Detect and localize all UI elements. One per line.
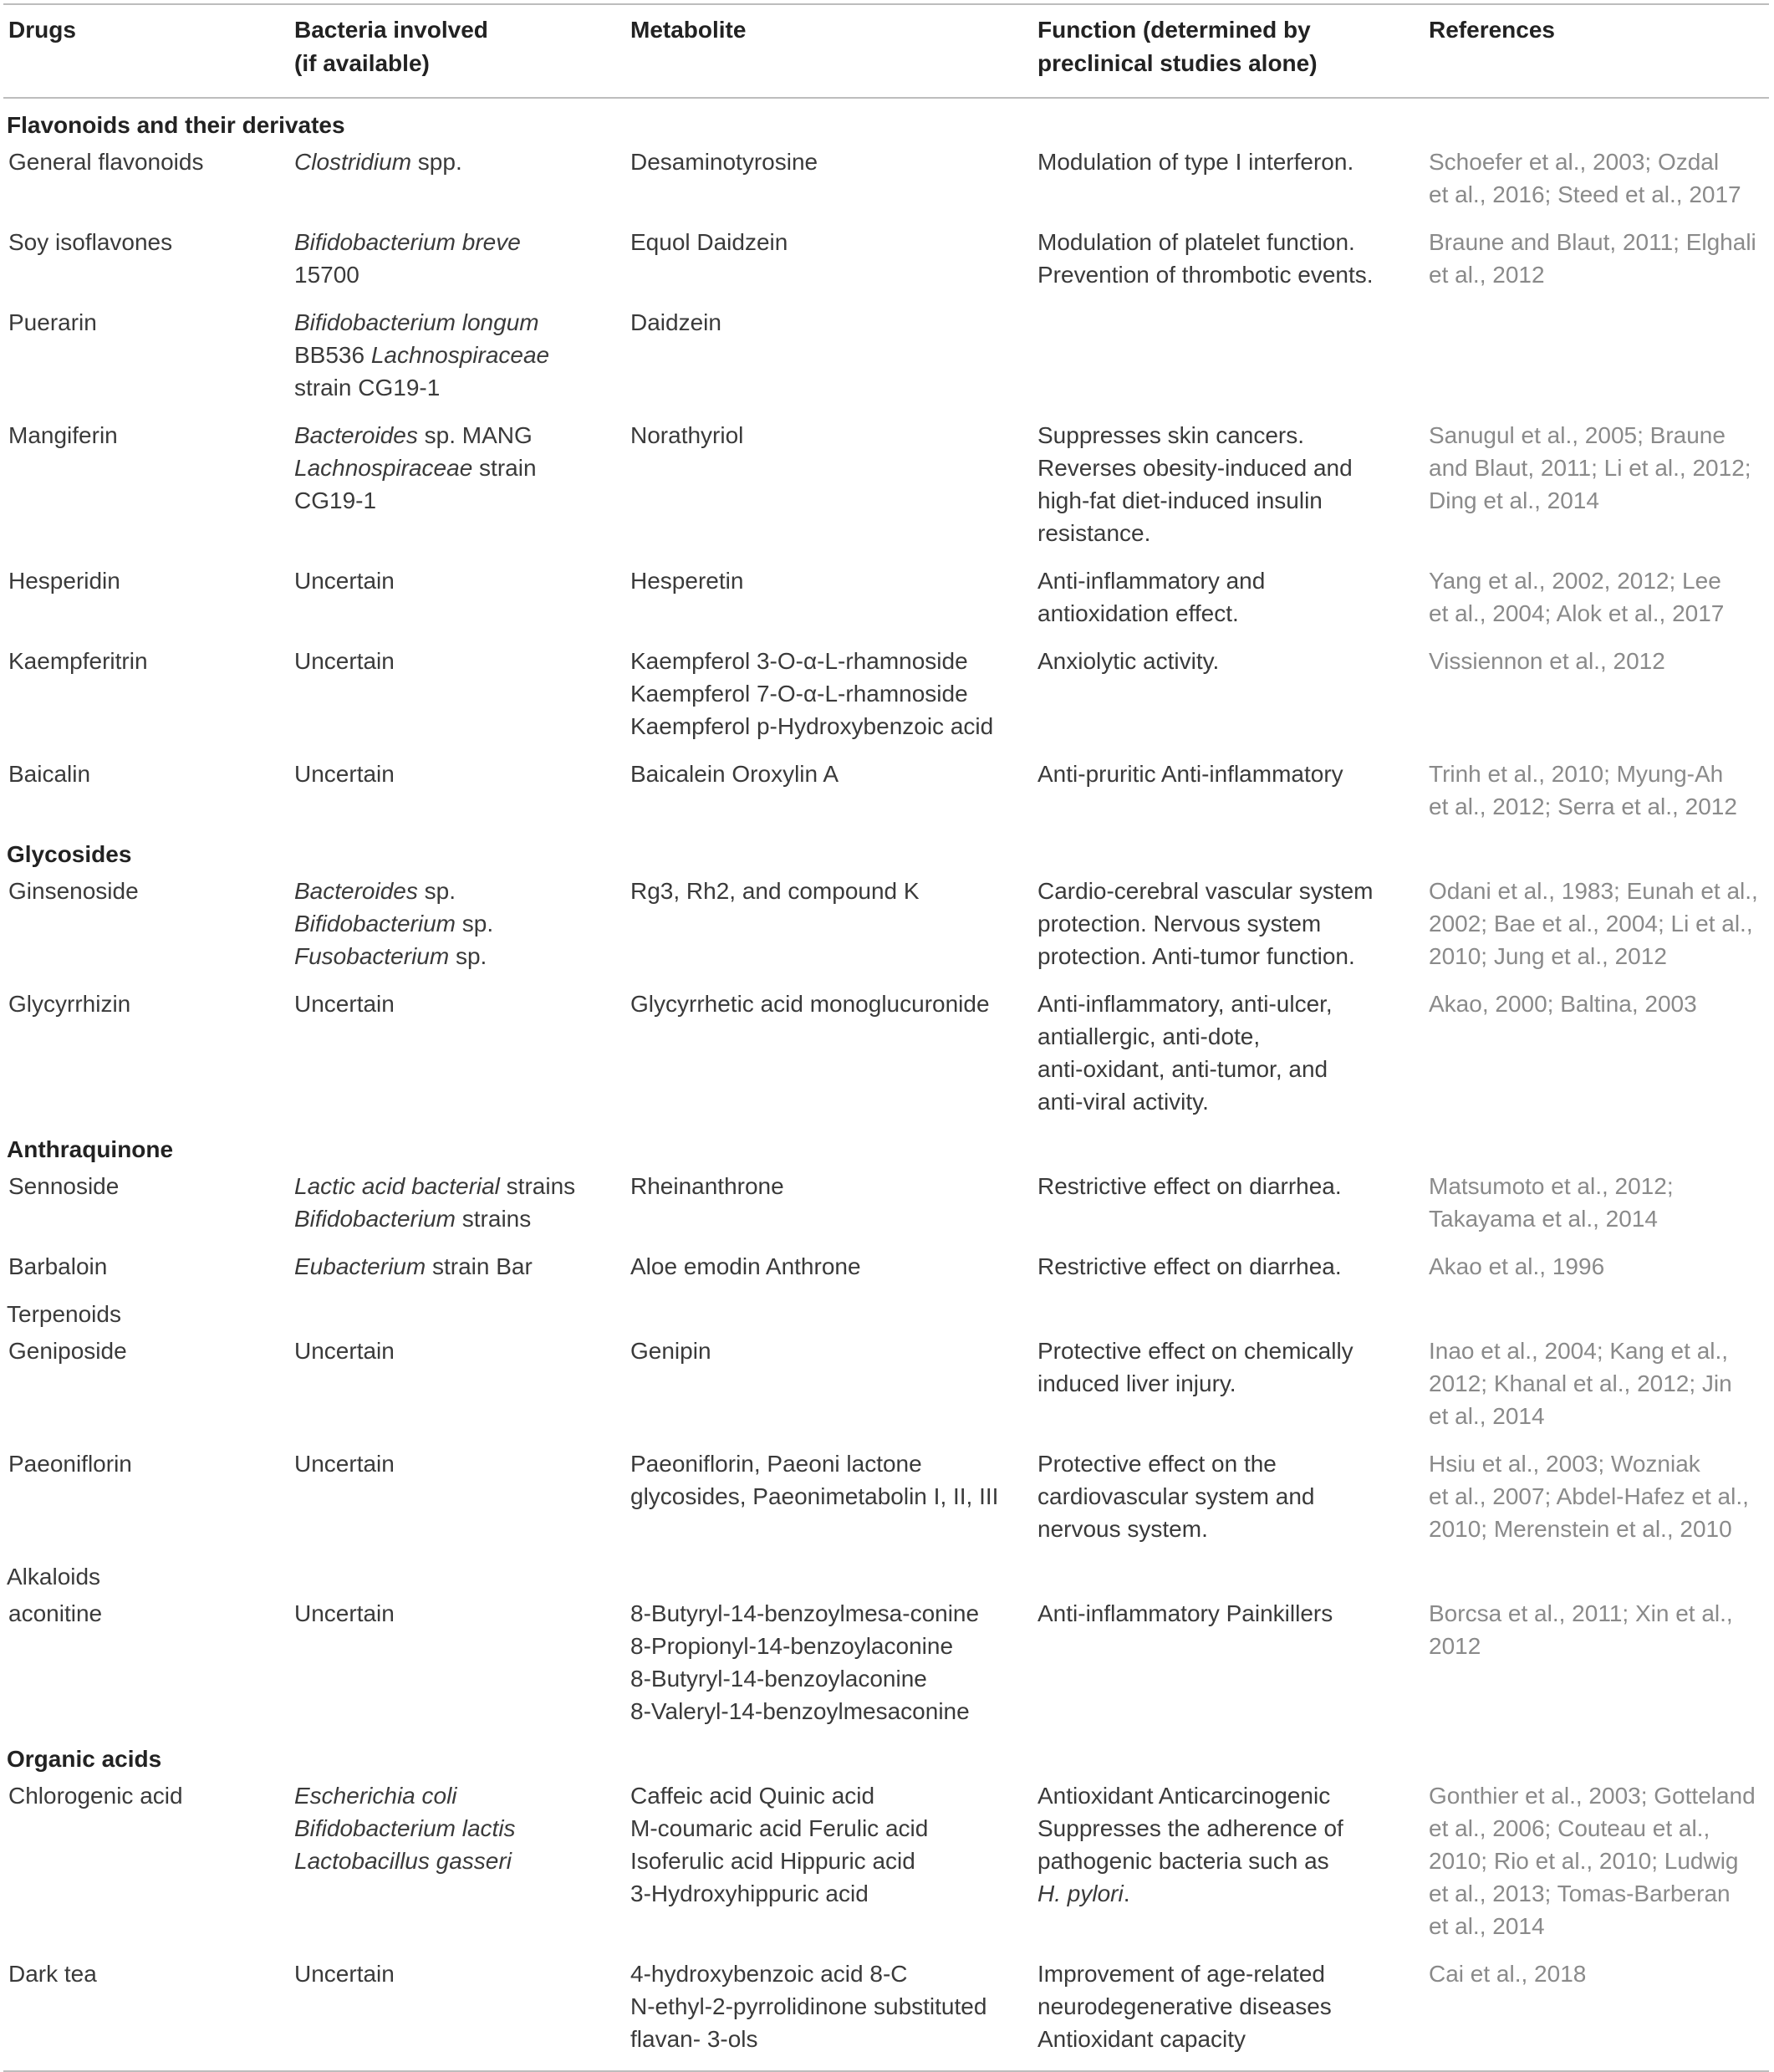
species-name-italic: H. pylori [1037,1881,1124,1906]
column-header-references: References [1429,17,1555,43]
bacteria-text: Uncertain [294,1600,395,1626]
section-title: Anthraquinone [7,1136,174,1162]
table-row [3,1957,1769,2070]
table-row [3,419,1769,564]
references-cell: Borcsa et al., 2011; Xin et al., 2012 [1429,1600,1733,1659]
drug-cell: Hesperidin [8,568,120,594]
references-cell: Vissiennon et al., 2012 [1429,648,1665,674]
table-row [3,306,1769,419]
references-cell: Hsiu et al., 2003; Wozniak et al., 2007; Abdel-Hafez et al., 2010; Merenstein et al., 2010 [1429,1451,1749,1542]
bacteria-text: Uncertain [294,568,395,594]
bacteria-name-italic: Lachnospiraceae [370,342,550,368]
bacteria-line [294,1202,620,1235]
metabolite-cell: Norathyriol [630,422,744,448]
metabolite-cell: Daidzein [630,309,721,335]
bacteria-cell [294,1335,620,1367]
references-cell: Trinh et al., 2010; Myung-Ah et al., 2012; Serra et al., 2012 [1429,761,1737,819]
section-title: Terpenoids [7,1301,121,1327]
bacteria-line [294,371,620,404]
bacteria-cell [294,645,620,677]
bacteria-text: sp. [455,911,494,936]
bacteria-name-italic: Clostridium [294,149,412,175]
section-row [3,1298,1769,1335]
table-row [3,564,1769,645]
header-row [3,5,1769,97]
bacteria-cell [294,988,620,1020]
references-cell: Inao et al., 2004; Kang et al., 2012; Khanal et al., 2012; Jin et al., 2014 [1429,1338,1732,1429]
drug-cell: Chlorogenic acid [8,1783,183,1809]
bacteria-line [294,1845,620,1877]
metabolite-cell: Aloe emodin Anthrone [630,1253,861,1279]
bacteria-text: strains [499,1173,576,1199]
bacteria-text: Uncertain [294,1451,395,1477]
section-title: Glycosides [7,841,132,867]
bacteria-cell [294,145,620,178]
metabolite-cell: Caffeic acid Quinic acid M-coumaric acid Ferulic acid Isoferulic acid Hippuric acid 3-Hydroxyhippuric acid [630,1783,929,1906]
bacteria-line [294,1170,620,1202]
function-cell: Modulation of type I interferon. [1037,149,1354,175]
references-cell: Gonthier et al., 2003; Gotteland et al., 2006; Couteau et al., 2010; Rio et al., 2010; Ludwig et al., 2013; Tomas-Barberan et al., 2014 [1429,1783,1756,1939]
metabolite-cell: Desaminotyrosine [630,149,818,175]
references-cell: Yang et al., 2002, 2012; Lee et al., 2004; Alok et al., 2017 [1429,568,1725,626]
function-cell: Cardio-cerebral vascular system protection. Nervous system protection. Anti-tumor function. [1037,878,1374,969]
bacteria-line [294,1335,620,1367]
references-cell: Braune and Blaut, 2011; Elghali et al., 2012 [1429,229,1756,288]
bacteria-cell [294,1597,620,1630]
bacteria-cell [294,1447,620,1480]
drug-cell: Sennoside [8,1173,120,1199]
references-cell: Sanugul et al., 2005; Braune and Blaut, 2011; Li et al., 2012; Ding et al., 2014 [1429,422,1751,513]
bacteria-line [294,875,620,907]
bacteria-text: strain Bar [426,1253,533,1279]
table-row [3,1250,1769,1298]
section-title: Organic acids [7,1746,162,1772]
table-row [3,875,1769,988]
bacteria-line [294,1250,620,1283]
bacteria-cell [294,758,620,790]
bacteria-cell [294,1779,620,1877]
drug-cell: Ginsenoside [8,878,139,904]
section-title: Flavonoids and their derivates [7,112,345,138]
table-row [3,645,1769,758]
function-cell: Improvement of age-related neurodegenerative diseases Antioxidant capacity [1037,1961,1332,2052]
references-cell: Odani et al., 1983; Eunah et al., 2002; Bae et al., 2004; Li et al., 2010; Jung et al., 2012 [1429,878,1758,969]
table-row [3,1170,1769,1250]
table-row [3,758,1769,838]
function-cell: Protective effect on chemically induced liver injury. [1037,1338,1353,1396]
table-row [3,226,1769,306]
function-cell: Suppresses skin cancers. Reverses obesity-induced and high-fat diet-induced insulin resistance. [1037,422,1353,546]
data-table [3,3,1769,2072]
bacteria-line [294,907,620,940]
function-cell: Antioxidant Anticarcinogenic Suppresses the adherence of pathogenic bacteria such as H. pylori. [1037,1783,1343,1906]
bacteria-cell [294,1957,620,1990]
section-row [3,838,1769,875]
table-row [3,988,1769,1133]
metabolite-cell: Baicalein Oroxylin A [630,761,839,787]
bacteria-text: Uncertain [294,648,395,674]
column-header-function: Function (determined by preclinical studies alone) [1037,17,1318,76]
bacteria-name-italic: Eubacterium [294,1253,426,1279]
bacteria-name-italic: Bifidobacterium longum [294,309,539,335]
bacteria-line [294,758,620,790]
function-cell: Restrictive effect on diarrhea. [1037,1253,1342,1279]
bacteria-line [294,645,620,677]
section-row [3,109,1769,145]
metabolite-cell: Paeoniflorin, Paeoni lactone glycosides, Paeonimetabolin I, II, III [630,1451,999,1509]
function-cell: Modulation of platelet function. Prevention of thrombotic events. [1037,229,1374,288]
drug-cell: Puerarin [8,309,97,335]
table-body [3,99,1769,2070]
references-cell: Akao et al., 1996 [1429,1253,1605,1279]
bacteria-name-italic: Lactic acid bacterial [294,1173,500,1199]
function-cell: Anxiolytic activity. [1037,648,1220,674]
table-row [3,1597,1769,1743]
bacteria-text: Uncertain [294,1338,395,1364]
metabolite-cell: Hesperetin [630,568,744,594]
bacteria-cell [294,226,620,291]
bacteria-text: sp. [449,943,487,969]
bacteria-line [294,1779,620,1812]
bacteria-text: strain CG19-1 [294,375,441,401]
drug-cell: Paeoniflorin [8,1451,132,1477]
bacteria-line [294,306,620,339]
bacteria-line [294,1597,620,1630]
section-title: Alkaloids [7,1564,101,1590]
drug-cell: aconitine [8,1600,103,1626]
bacteria-name-italic: Escherichia coli [294,1783,457,1809]
bacteria-line [294,988,620,1020]
drug-cell: General flavonoids [8,149,204,175]
bacteria-text: Uncertain [294,991,395,1017]
metabolite-cell: 4-hydroxybenzoic acid 8-C N-ethyl-2-pyrrolidinone substituted flavan- 3-ols [630,1961,987,2052]
function-cell: Anti-inflammatory, anti-ulcer, antiallergic, anti-dote, anti-oxidant, anti-tumor, and anti-viral activity. [1037,991,1333,1115]
bacteria-cell [294,875,620,972]
references-cell: Matsumoto et al., 2012; Takayama et al., 2014 [1429,1173,1674,1232]
bacteria-name-italic: Bacteroides [294,878,418,904]
bacteria-text: strain [472,455,537,481]
bacteria-name-italic: Bifidobacterium [294,1206,456,1232]
metabolite-cell: 8-Butyryl-14-benzoylmesa-conine 8-Propionyl-14-benzoylaconine 8-Butyryl-14-benzoylaconine 8-Valeryl-14-benzoylmesaconine [630,1600,980,1724]
bacteria-line [294,1812,620,1845]
bacteria-text: sp. MANG [417,422,533,448]
drug-cell: Barbaloin [8,1253,108,1279]
drug-cell: Mangiferin [8,422,118,448]
bacteria-name-italic: Bifidobacterium lactis [294,1815,516,1841]
section-row [3,1133,1769,1170]
references-cell: Schoefer et al., 2003; Ozdal et al., 2016; Steed et al., 2017 [1429,149,1741,207]
bacteria-cell [294,419,620,517]
bacteria-line [294,145,620,178]
bacteria-line [294,1447,620,1480]
bacteria-name-italic: Bifidobacterium breve [294,229,521,255]
table-row [3,1447,1769,1560]
function-cell: Anti-pruritic Anti-inflammatory [1037,761,1343,787]
metabolite-cell: Rheinanthrone [630,1173,784,1199]
bacteria-line [294,258,620,291]
bacteria-line [294,452,620,484]
bacteria-line [294,564,620,597]
bacteria-line [294,339,620,371]
bacteria-text: spp. [411,149,462,175]
bacteria-text: sp. [417,878,456,904]
drug-cell: Glycyrrhizin [8,991,131,1017]
metabolite-cell: Equol Daidzein [630,229,788,255]
bacteria-name-italic: Bifidobacterium [294,911,456,936]
column-header-bacteria: Bacteria involved (if available) [294,17,488,76]
references-cell: Cai et al., 2018 [1429,1961,1587,1987]
bacteria-line [294,226,620,258]
bacteria-cell [294,1170,620,1235]
column-header-metabolite: Metabolite [630,17,747,43]
drug-cell: Kaempferitrin [8,648,148,674]
bacteria-text: Uncertain [294,1961,395,1987]
bacteria-name-italic: Lactobacillus gasseri [294,1848,512,1874]
section-row [3,1743,1769,1779]
column-header-drugs: Drugs [8,17,76,43]
bacteria-text: CG19-1 [294,487,377,513]
bacteria-text: Uncertain [294,761,395,787]
function-cell: Protective effect on the cardiovascular system and nervous system. [1037,1451,1315,1542]
drug-cell: Soy isoflavones [8,229,173,255]
metabolite-cell: Rg3, Rh2, and compound K [630,878,920,904]
drug-cell: Geniposide [8,1338,127,1364]
function-cell: Anti-inflammatory Painkillers [1037,1600,1333,1626]
bacteria-name-italic: Bacteroides [294,422,418,448]
bacteria-name-italic: Lachnospiraceae [294,455,473,481]
table-row [3,1779,1769,1957]
metabolite-cell: Glycyrrhetic acid monoglucuronide [630,991,990,1017]
drug-cell: Dark tea [8,1961,97,1987]
metabolite-cell: Genipin [630,1338,711,1364]
bacteria-line [294,1957,620,1990]
section-row [3,1560,1769,1597]
table-row [3,145,1769,226]
bacteria-cell [294,1250,620,1283]
bacteria-text: 15700 [294,262,359,288]
references-cell: Akao, 2000; Baltina, 2003 [1429,991,1697,1017]
function-cell: Anti-inflammatory and antioxidation effect. [1037,568,1266,626]
bacteria-cell [294,306,620,404]
bacteria-text: BB536 [294,342,371,368]
bacteria-cell [294,564,620,597]
bacteria-line [294,484,620,517]
table-row [3,1335,1769,1447]
function-cell: Restrictive effect on diarrhea. [1037,1173,1342,1199]
bacteria-line [294,940,620,972]
bacteria-name-italic: Fusobacterium [294,943,450,969]
metabolite-cell: Kaempferol 3-O-α-L-rhamnoside Kaempferol 7-O-α-L-rhamnoside Kaempferol p-Hydroxybenzoic acid [630,648,994,739]
bacteria-line [294,419,620,452]
drug-cell: Baicalin [8,761,91,787]
bacteria-text: strains [455,1206,532,1232]
